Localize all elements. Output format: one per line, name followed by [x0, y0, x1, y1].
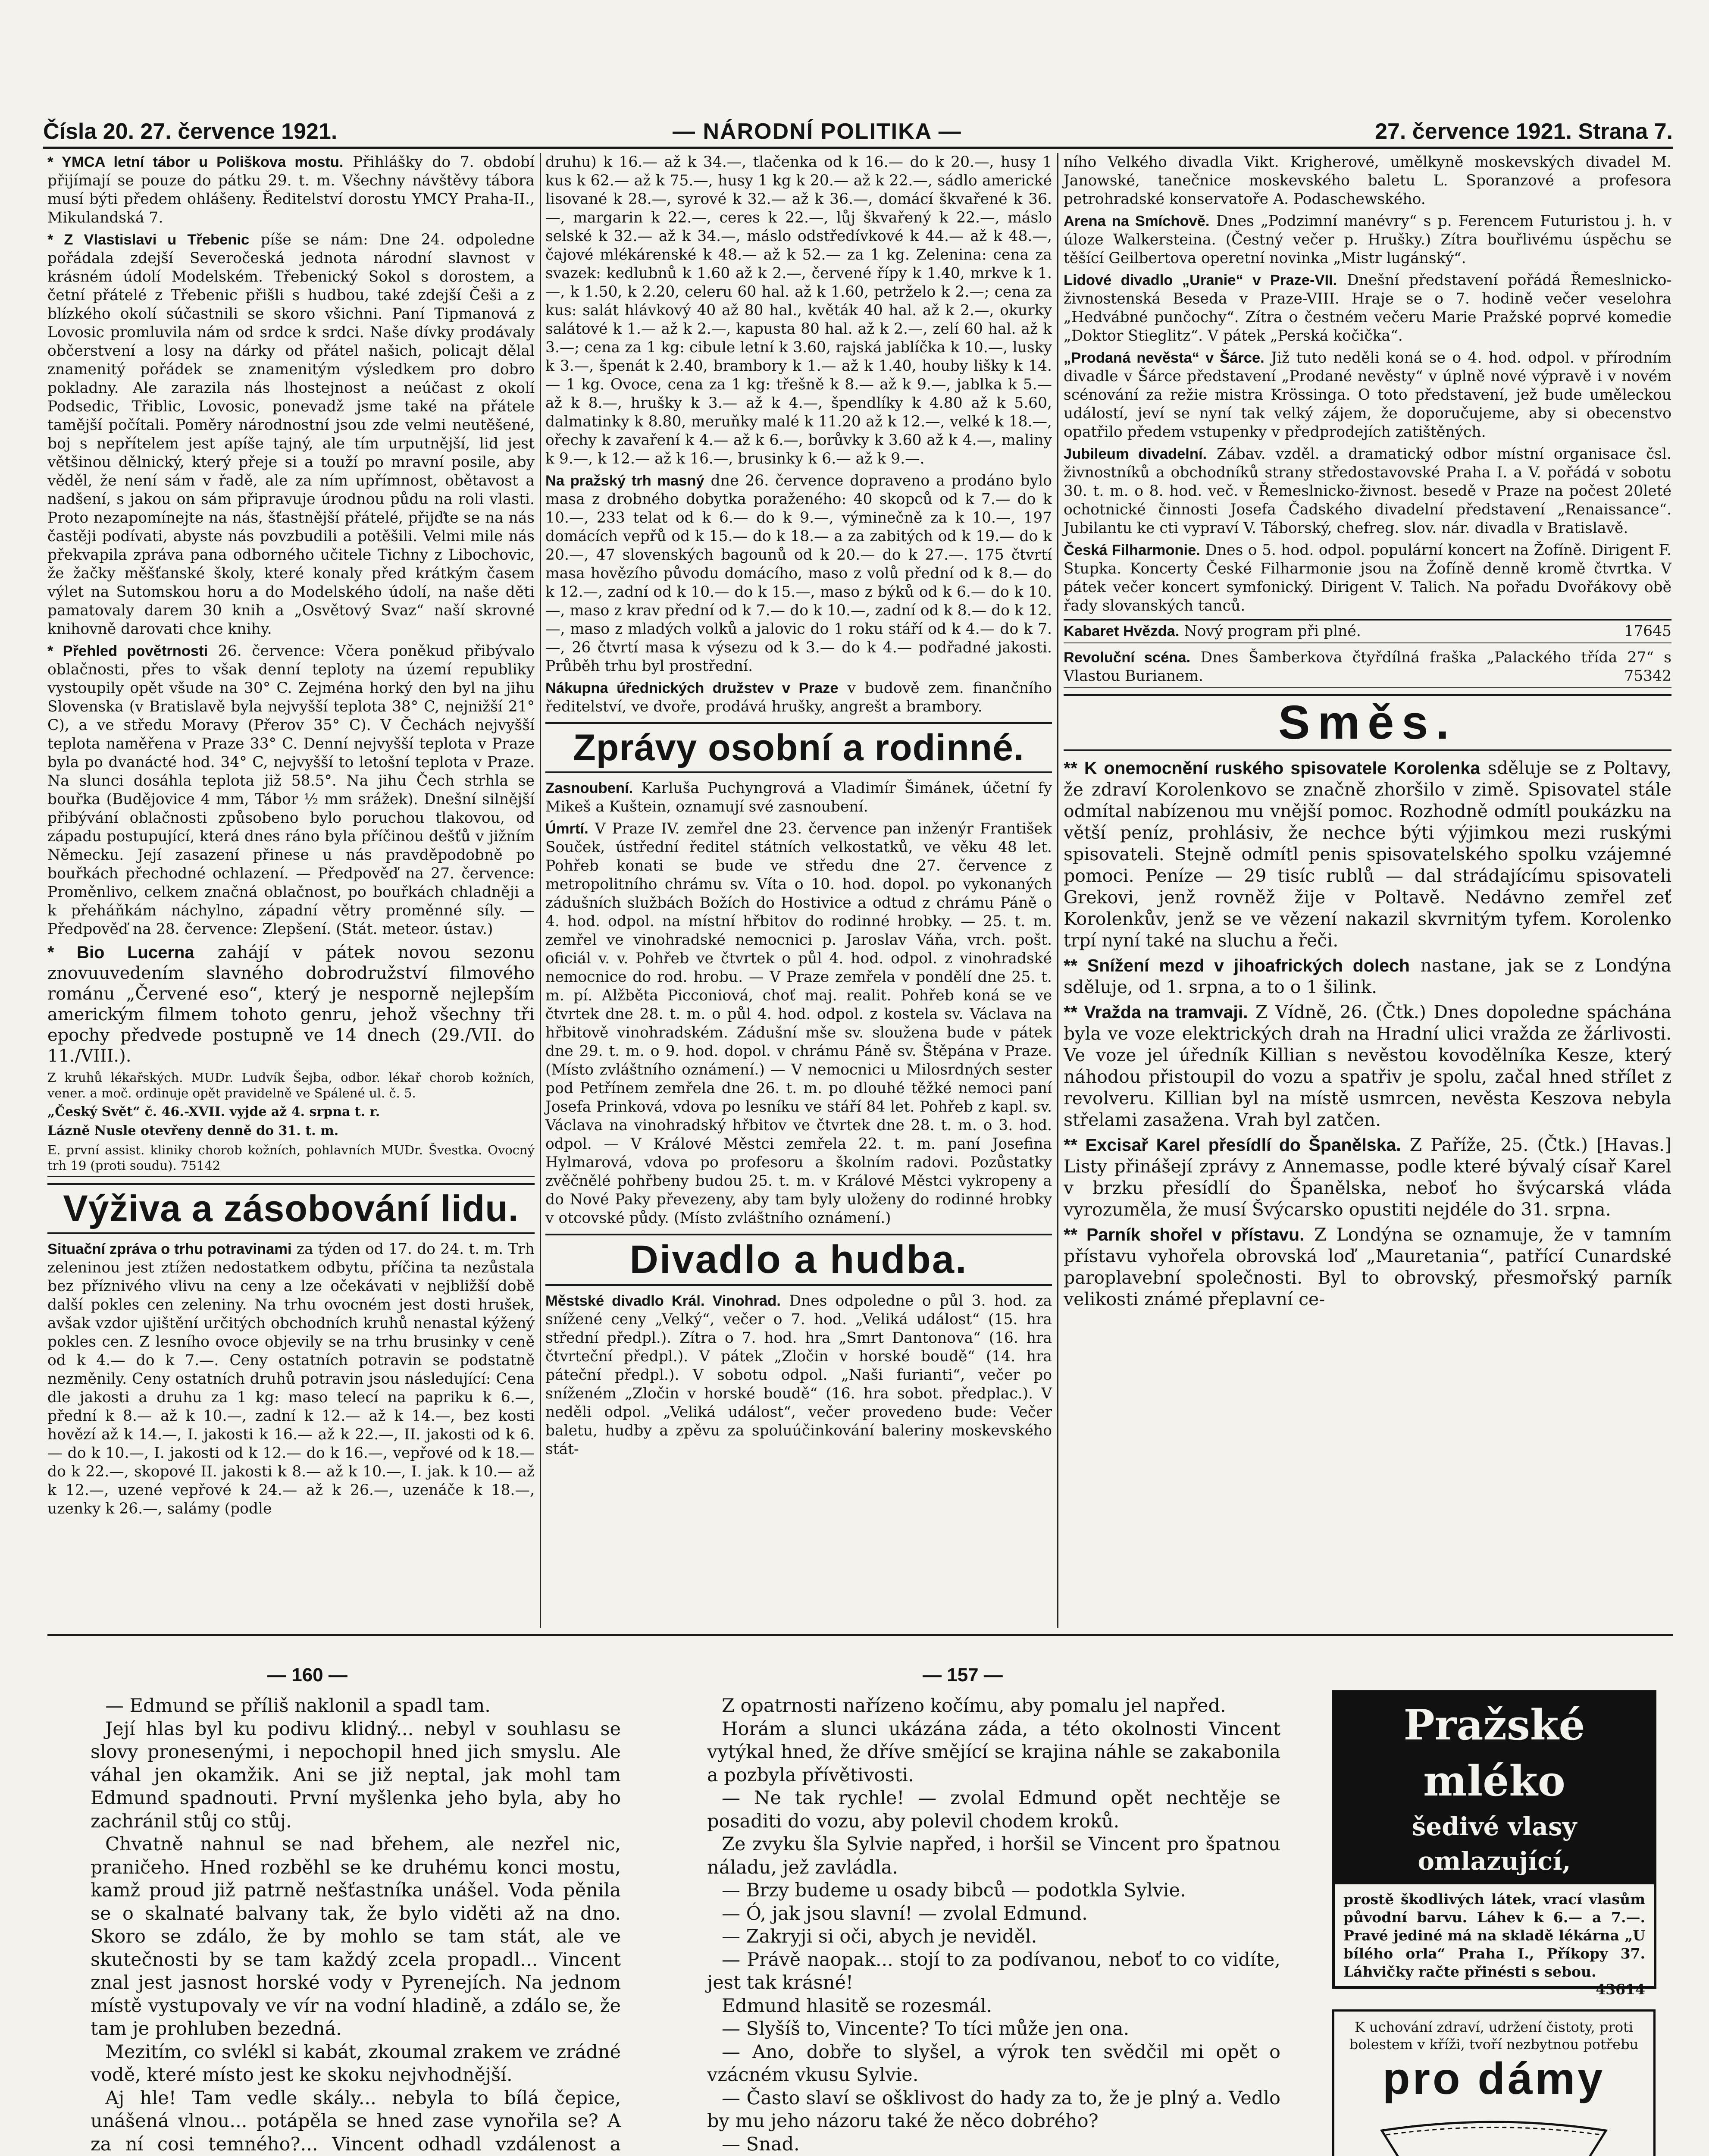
feuilleton-paragraph: Horám a slunci ukázána záda, a této okolnosti Vincent vytýkal hned, že dříve smějící se krajina náhle se zakabonila a pozbyla přívětivosti. — [707, 1718, 1280, 1786]
news-item: „Prodaná nevěsta“ v Šárce. Již tuto neděli koná se o 4. hod. odpol. v přírodním divadle v Šárce představení „Prodané nevěsty“ v úplně nové výpravě i v novém scénování za režie mistra Krössinga. O toto představení, jež bude uměleckou událostí, jeví se nyní tak velký zájem, že doporučujeme, aby si obecenstvo opatřilo předem vstupenky v předprodejích zatištěných. — [1064, 349, 1672, 441]
section-title-food: Výživa a zásobování lidu. — [47, 1183, 535, 1234]
feuilleton-paragraph: Z opatrnosti nařízeno kočímu, aby pomalu jel napřed. — [722, 1695, 1226, 1717]
feuilleton-paragraph: — Ne tak rychle! — zvolal Edmund opět nechtěje se posaditi do vozu, aby polevil chodem kroků. — [707, 1787, 1280, 1832]
feuilleton-paragraph: — Často slaví se ošklivost do hady za to, že je plný a. Vedlo by mu jeho názoru také že něco dobrého? — [707, 2087, 1280, 2132]
news-item: ** Parník shořel v přístavu. Z Londýna se oznamuje, že v tamním přístavu vyhořela obrovská loď „Mauretania“, patřící Cunardské paroplavební společnosti. Byl to obrovský, přesmořský parník velikosti známé přeplavní ce- — [1064, 1224, 1671, 1310]
column-1 — [47, 153, 535, 1628]
feuilleton-paragraph: Aj hle! Tam vedle skály... nebyla to bílá čepice, unášená vlnou... potápěla se hned zase vynořila se? A za ní cosi temného?... Vincent odhadl vzdálenost a — [91, 2087, 621, 2155]
feuilleton-paragraph: — Ó, jak jsou slavní! — zvolal Edmund. — [722, 1902, 1088, 1924]
ad-milk-title: Pražské mléko — [1335, 1693, 1654, 1809]
feuilleton-left — [91, 1695, 621, 2156]
page-header — [43, 116, 1673, 149]
feuilleton-page-right: — 157 — — [923, 1664, 1003, 1686]
feuilleton-paragraph: — Slyšíš to, Vincente? To tíci může jen ona. — [722, 2018, 1130, 2040]
garment-illustration — [1343, 2105, 1645, 2156]
ad-milk-subtitle: šedivé vlasy omlazující, — [1335, 1809, 1654, 1884]
ad-pro-damy — [1332, 2009, 1656, 2156]
column-divider — [540, 153, 541, 1628]
news-item: ** Snížení mezd v jihoafrických dolech nastane, jak se z Londýna sděluje, od 1. srpna, a to o 1 šilink. — [1064, 955, 1671, 997]
section-title-miscellany: Směs. — [1064, 694, 1671, 751]
feuilleton-paragraph: Edmund hlasitě se rozesmál. — [722, 1995, 992, 2017]
news-item: Česká Filharmonie. Dnes o 5. hod. odpol. populární koncert na Žofíně. Dirigent F. Stupka. Koncerty České Filharmonie jsou na Žofíně denně kromě čtvrtka. V pátek večer koncert symfonický. Dirigent V. Talich. Na pořadu Dvořákovy obě řady slovanských tanců. — [1064, 542, 1671, 614]
header-date-left: Čísla 20. 27. července 1921. — [43, 119, 338, 144]
feuilleton-divider — [47, 1634, 1673, 1636]
ad-prazske-mleko — [1332, 1690, 1656, 1998]
feuilleton-paragraph: — Právě naopak... stojí to za podívanou, neboť to co vidíte, jest tak krásné! — [707, 1949, 1280, 1993]
news-item: * Přehled povětrnosti 26. července: Včera poněkud přibývalo oblačnosti, přes to však denní teploty na území republiky vystoupily opět všude na 30° C. Zejména horký den byl na jihu Slovenska (v Bratislavě byla nejvyšší teplota 38° C, nejnižší 21° C), a ve středu Moravy (Přerov 35° C). V Čechách nejvyšší teplota naměřena v Praze 33° C. Denní nejvyšší teplota v Praze byla po dvanácté hod. 34° C, nejvyšší to letošní teplota v Praze. Na slunci dosáhla teplota již 58.5°. Na jihu Čech strhla se bouřka (Budějovice 4 mm, Tábor ½ mm srážek). Dnešní silnější přibývání oblačnosti způsobeno bylo poruchou tlakovou, od západu postupující, která dnes ráno byla příčinou dešťů v jižním Německu. Její zasazení přinese u nás pravděpodobně po bouřkách přechodné ochlazení. — Předpověď na 27. července: Proměnlivo, celkem značná oblačnost, po bouřkách chladněji a k přeháňkám náchylno, západní větry proměnné síly. — Předpověď na 28. července: Zlepšení. (Stát. meteor. ústav.) — [47, 642, 535, 938]
news-item: * Z Vlastislavi u Třebenic píše se nám: Dne 24. odpoledne pořádala zdejší Severočeská jednota národní slavnost v krásném údolí Modelském. Třebenický Sokol s dorostem, a četní přátelé z Třebenic přišli s hudbou, také zdejší Češi a z blízkého okolí súčastnili se skoro všichni. Paní Tipmanová z Lovosic promluvila nám od srdce k srdci. Naše dívky prodávaly občerstvení a losy na dárky od přátel našich, policajt dělal znamenitý pořádek se znamenitým výsledkem pro dobro pokladny. Ale zarazila nás lhostejnost a neúčast z okolí Podsedic, Třiblic, Lovosic, ponevadž jsme také na přátele tamější počítali. Poměry národnostní jsou zde velmi neutěšené, boj s nepřítelem jest apíše tajný, ale tím urputnější, lid jest většinou dělnický, který přeje si a touží po mravní posile, aby věděl, že není sám v řadě, ale za ním upřímnost, obětavost a nadšení, s jakou on sám připravuje úrodnou půdu na roli vlasti. Proto nezapomínejte na nás, šťastnější přátelé, přijďte se na nás častěji podívati, abyste nás povzbudili a potěšili. Velmi mile nás překvapila zpráva pana odborného učitele Tichny z Libochovic, že žačky měšťanské školy, které konaly před krátkým časem výlet na Sutomskou horu a do Modelského údolí, na naše děti pamatovaly darem 30 knih a „Osvětový Svaz“ naší skrovné knihovně darovati chce knihy. — [47, 231, 535, 638]
feuilleton-paragraph: — Snad. — [722, 2133, 800, 2155]
feuilleton-paragraph: — Ano, dobře to slyšel, a výrok ten svědčil mi opět o vzácném vkusu Sylvie. — [707, 2041, 1280, 2086]
feuilleton-paragraph: Ze zvyku šla Sylvie napřed, i horšil se Vincent pro špatnou náladu, jež zavládla. — [707, 1833, 1280, 1878]
ad-milk-number: 43614 — [1596, 1981, 1645, 1998]
news-item: Městské divadlo Král. Vinohrad. Dnes odpoledne o půl 3. hod. za snížené ceny „Velký“, večer o 7. hod. „Veliká událost“ (15. hra střední předpl.). Zítra o 7. hod. hra „Smrt Dantonova“ (16. hra čtvrteční předpl.). V pátek „Zločin v horské boudě“ (14. hra páteční předpl.). V sobotu odpol. „Naši furianti“, večer po sníženém „Zločin v horské boudě“ (16. hra sobot. předplac.). V neděli odpol. „Veliká událost“, večer provedeno bude: Večer baletu, hudby a zpěvu za spoluúčinkování baleriny moskevského stát- — [545, 1292, 1052, 1458]
news-item: Úmrtí. V Praze IV. zemřel dne 23. července pan inženýr František Souček, ústřední ředitel státních velkostatků, ve věku 48 let. Pohřeb konati se bude ve středu dne 27. července z metropolitního chrámu sv. Víta o 10. hod. dopol. po vykonaných zádušních službách Božích do Hostivice a odtud z chrámu Páně o 4. hod. odpol. na místní hřbitov do rodinné hrobky. — 25. t. m. zemřel ve vinohradské nemocnici p. Jaroslav Váňa, vrch. pošt. oficiál v. v. Pohřeb ve čtvrtek o půl 4. hod. odpol. z vinohradské nemocnice do rod. hrobu. — V Praze zemřela v pondělí dne 25. t. m. pí. Alžběta Picconiová, choť maj. realit. Pohřeb koná se ve čtvrtek dne 28. t. m. o půl 4. hod. odpol. z kostela sv. Václava na hřbitově vinohradském. Zádušní mše sv. sloužena bude v pátek dne 29. t. m. o 9. hod. dopol. v chrámu Páně sv. Štěpána v Praze. (Místo zvláštního oznámení.) — V nemocnici u Milosrdných sester pod Petřínem zemřela dne 26. t. m. po dlouhé těžké nemoci paní Josefa Prinková, vdova po lesníku ve stáří 84 let. Pohřeb z kapl. sv. Václava na vinohradský hřbitov ve čtvrtek dne 28. t. m. o 3. hod. odpol. — V Králové Městci zemřela 22. t. m. paní Josefina Hylmarová, vdova po profesoru a školním radovi. Pozůstatky zvěčnělé pohřbeny budou 25. t. m. v Králové Městci vykropeny a do Nové Paky převezeny, aby tam byly uloženy do rodinné hrobky v otcovské půdy. (Místo zvláštního oznámení.) — [545, 820, 1052, 1227]
ad-dames-title: pro dámy — [1382, 2054, 1606, 2104]
feuilleton-paragraph: Chvatně nahnul se nad břehem, ale nezřel nic, praničeho. Hned rozběhl se ke druhému konci mostu, kamž proud již patrně nešťastníka unášel. Voda pěnila se o skalnaté balvany tak, že bylo viděti až na dno. Skoro se zdálo, že by mohlo se tam stát, ale ve skutečnosti by se tam každý zcela propadl... Vincent znal jest jasnost horské vody v Pyrenejích. Na jednom místě vystupovaly ve vír na vodní hladině, a zdálo se, že tam je prohluben bezedná. — [91, 1833, 621, 2040]
feuilleton-right — [707, 1695, 1280, 2156]
feuilleton-paragraph: Její hlas byl ku podivu klidný... nebyl v souhlasu se slovy pronesenými, i nepochopil hned jich smyslu. Ale váhal jen okamžik. Ani se již neptal, jak mohl tam Edmund spadnouti. První myšlenka jeho byla, aby ho zachránil stůj co stůj. — [91, 1718, 621, 1832]
feuilleton-paragraph: — Edmund se příliš naklonil a spadl tam. — [105, 1695, 491, 1717]
notice: E. první assist. kliniky chorob kožních, pohlavních MUDr. Švestka. Ovocný trh 19 (proti soudu). 75142 — [47, 1142, 535, 1177]
ad-line: Revoluční scéna. Dnes Šamberkova čtyřdílná fraška „Palackého třída 27“ s Vlastou Burianem. 75342 — [1064, 647, 1671, 688]
notice: Z kruhů lékařských. MUDr. Ludvík Šejba, odbor. lékař chorob kožních, vener. a moč. ordinuje opět pravidelně ve Spálené ul. č. 5. — [47, 1070, 535, 1100]
notice: „Český Svět“ č. 46.-XVII. vyjde až 4. srpna t. r. — [47, 1104, 380, 1119]
section-title-theatre: Divadlo a hudba. — [545, 1234, 1052, 1286]
header-masthead: — NÁRODNÍ POLITIKA — — [673, 119, 962, 144]
feuilleton-paragraph: — Brzy budeme u osady bibců — podotkla Sylvie. — [722, 1880, 1186, 1901]
ad-line: Kabaret Hvězda. Nový program při plné. 17645 — [1064, 620, 1671, 643]
news-item: Arena na Smíchově. Dnes „Podzimní manévry“ s p. Ferencem Futuristou j. h. v úloze Walkersteina. (Čestný večer p. Hrušky.) Zítra bouřlivému úspěchu se těšící Geilbertova operetní novinka „Mistr lugánský“. — [1064, 213, 1671, 267]
ad-milk-text: prostě škodlivých látek, vrací vlasům původní barvu. Láhev k 6.— a 7.—. Pravé jediné má na skladě lékárna „U bílého orla“ Praha I., Příkopy 37. Láhvičky račte přinésti s sebou. — [1343, 1891, 1645, 1980]
ad-dames-intro: K uchování zdraví, udržení čistoty, proti bolestem v kříži, tvoří nezbytnou potřebu — [1349, 2019, 1639, 2053]
feuilleton-paragraph: — Zakryji si oči, abych je neviděl. — [722, 1926, 1037, 1947]
news-item: Na pražský trh masný dne 26. července dopraveno a prodáno bylo masa z drobného dobytka poraženého: 40 skopců od k 7.— do k 10.—, 233 telat od k 6.— do k 9.—, výminečně za k 10.—, 197 domácích vepřů od k 15.— do k 18.— a za zabitých od k 19.— do k 20.—, 47 slovenských bagounů od k 20.— do k 27.—. 175 čtvrtí masa hovězího původu domácího, maso z volů přední od k 8.— do k 12.—, zadní od k 10.— do k 15.—, maso z býků od k 6.— do k 10.—, maso z krav přední od k 7.— do k 10.—, zadní od k 8.— do k 12.—, maso z mladých volků a jalovic do 1 roku stáří od k 4.— do k 7.—, 26 čtvrtí masa k výsezu od k 3.— do k 4.— podřadné jakosti. Průběh trhu byl prostřední. — [545, 472, 1052, 675]
column-2 — [545, 153, 1052, 1628]
news-item: * Bio Lucerna zahájí v pátek novou sezonu znovuuvedením slavného dobrodružství filmového románu „Červené eso“, který je nesporně nejlepším americkým filmem tohoto genru, jehož všechny tři epochy předvede postupně ve 14 dnech (29./VII. do 11./VIII.). — [47, 943, 535, 1066]
news-item: Jubileum divadelní. Zábav. vzděl. a dramatický odbor místní organisace čsl. živnostníků a obchodníků strany středostavovské Praha I. a V. pořádá v sobotu 30. t. m. o 8. hod. več. v Řemeslnicko-živnost. besedě v Praze na počest 20leté ochotnické činnosti Josefa Čadského divadelní představení „Renaissance“. Jubilantu ke cti vypraví V. Táborský, chefreg. slov. nár. divadla v Bratislavě. — [1064, 445, 1672, 537]
news-item: Lidové divadlo „Uranie“ v Praze-VII. Dnešní představení pořádá Řemeslnicko-živnostenská Beseda v Praze-VIII. Hraje se o 7. hodině večer veselohra „Hedvábné punčochy“. Zítra o čestném večeru Marie Pražské poprvé komedie „Doktor Stieglitz“. V pátek „Perská kočička“. — [1064, 272, 1672, 345]
news-item: Zasnoubení. Karluša Puchyngrová a Vladimír Šimánek, účetní fy Mikeš a Kuštein, oznamují své zasnoubení. — [545, 780, 1052, 816]
section-title-personal: Zprávy osobní a rodinné. — [545, 722, 1052, 773]
news-item: ** Excisař Karel přesídlí do Španělska. Z Paříže, 25. (Čtk.) [Havas.] Listy přinášejí zprávy z Annemasse, podle které bývalý císař Karel v brzku přesídlí do Španělska, neboť ho švýcarská vláda vyrozuměla, že musí Švýcarsko opustiti nejdéle do 31. srpna. — [1064, 1134, 1671, 1220]
news-item: ** Vražda na tramvaji. Z Vídně, 26. (Čtk.) Dnes dopoledne spáchána byla ve voze elektrických drah na Hradní ulici vražda ze žárlivosti. Ve voze jel úředník Killian s nevěstou kovodělníka Kesze, který náhodou přistoupil do vozu a spatřiv je spolu, začal hned střílet z revolveru. Killian byl na místě usmrcen, nevěsta Keszova nebyla střelami zasažena. Vrah byl zatčen. — [1064, 1001, 1671, 1130]
news-item: * YMCA letní tábor u Poliškova mostu. Přihlášky do 7. období přijímají se pouze do pátku 29. t. m. Všechny návštěvy tábora musí býti předem ohlášeny. Ředitelství dorostu YMCY Praha-II., Mikulandská 7. — [47, 154, 535, 226]
news-item: Situační zpráva o trhu potravinami za týden od 17. do 24. t. m. Trh zeleninou jest ztížen nedostatkem odbytu, příčina ta nezůstala bez příznivého vlivu na ceny a lze očekávati v nejbližší době další pokles cen zeleniny. Na trhu ovocném jest dosti hrušek, avšak vzdor ujištění určitých obchodních kruhů nenastal kýžený pokles cen. Z lesního ovoce objevily se na trhu brusinky v ceně od k 4.— do k 7.—. Ceny ostatních potravin se podstatně nezměnily. Ceny ostatních druhů potravin jsou následující: Cena dle jakosti a druhu za 1 kg: maso telecí na papriku k 6.—, přední k 8.— až k 10.—, zadní k 12.— až k 14.—, bez kosti hovězí až k 14.—, I. jakosti k 16.— až k 22.—, II. jakosti od k 6.— do k 10.—, I. jakosti od k 12.— do k 16.—, vepřové od k 18.— do k 22.—, skopové II. jakosti k 8.— až k 10.—, I. jak. k 10.— až k 12.—, uzené vepřové k 24.— až k 26.—, uzenáče k 18.—, uzenky k 26.—, salámy (podle — [47, 1241, 535, 1518]
header-date-right: 27. července 1921. Strana 7. — [1375, 119, 1673, 144]
column-divider — [1057, 153, 1058, 1628]
news-item: ního Velkého divadla Vikt. Krigherové, umělkyně moskevských divadel M. Janowské, tanečnice moskevského baletu L. Sporanzové a profesora petrohradské konservatoře A. Podaschewského. — [1064, 154, 1671, 208]
notice: Lázně Nusle otevřeny denně do 31. t. m. — [47, 1123, 339, 1138]
news-item: druhu) k 16.— až k 34.—, tlačenka od k 16.— do k 20.—, husy 1 kus k 62.— až k 75.—, husy 1 kg k 20.— až k 22.—, sádlo americké lisované k 28.—, syrové k 32.— až k 36.—, domácí škvařené k 36.—, margarin k 22.—, ceres k 22.—, lůj škvařený k 22.—, máslo selské k 32.— až k 34.—, máslo odstředívkové k 44.— až k 48.—, čajové mlékárenské k 48.— až k 52.— za 1 kg. Zelenina: cena za svazek: kedlubnů k 1.60 až k 2.—, červené řípy k 1.40, mrkve k 1.—, k 1.50, k 2.20, celeru 60 hal. až k 1.60, petrželo k 2.—; cena za kus: salát hlávkový 40 až 80 hal., květák 40 hal. až k 2.—, okurky salátové k 1.— až k 2.—, kapusta 80 hal. až k 2.—, zelí 60 hal. až k 3.—; cena za 1 kg: cibule letní k 3.60, rajská jablíčka k 10.—, lusky k 3.—, špenát k 2.40, brambory k 1.— až k 1.40, houby lišky k 14.— 1 kg. Ovoce, cena za 1 kg: třešně k 8.— až k 9.—, jablka k 5.— až k 8.—, hrušky k 3.— až k 4.—, špendlíky k 4.80 až k 5.60, dalmatinky k 8.80, meruňky malé k 11.20 až k 12.—, velké k 18.—, ořechy k zavaření k 4.— až k 6.—, borůvky k 3.60 až k 4.—, maliny k 9.—, k 12.— až k 16.—, brusinky k 6.— až k 9.—. — [545, 154, 1052, 467]
ads-block — [1064, 619, 1671, 688]
feuilleton-paragraph: Mezitím, co svlékl si kabát, zkoumal zrakem ve zrádné vodě, které místo jest ke skoku nejvhodnější. — [91, 2041, 621, 2086]
garment-body — [1382, 2122, 1606, 2156]
news-item: ** K onemocnění ruského spisovatele Korolenka sděluje se z Poltavy, že zdraví Korolenkovo se značně zhoršilo v zimě. Spisovatel stále odmítal nabízenou mu vnější pomoc. Rozhodně odmítl poukázku na větší peníz, prohlásiv, že nechce býti výjimkou mezi ruskými spisovateli. Stejně odmítl penis spisovatelského spolku vzájemné pomoci. Peníze — 29 tisíc rublů — dal strádajícímu spisovateli Grekovi, jenž rovněž žije v Poltavě. Nedávno zemřel zeť Korolenkův, jenž se ve vězení nakazil skvrnitým tyfem. Korolenko trpí nyní také na sluchu a řeči. — [1064, 757, 1671, 951]
feuilleton-page-left: — 160 — — [267, 1664, 347, 1686]
news-item: Nákupna úřednických družstev v Praze v budově zem. finančního ředitelství, ve dvoře, prodává hrušky, angrešt a brambory. — [545, 680, 1052, 715]
column-3 — [1064, 153, 1671, 1628]
